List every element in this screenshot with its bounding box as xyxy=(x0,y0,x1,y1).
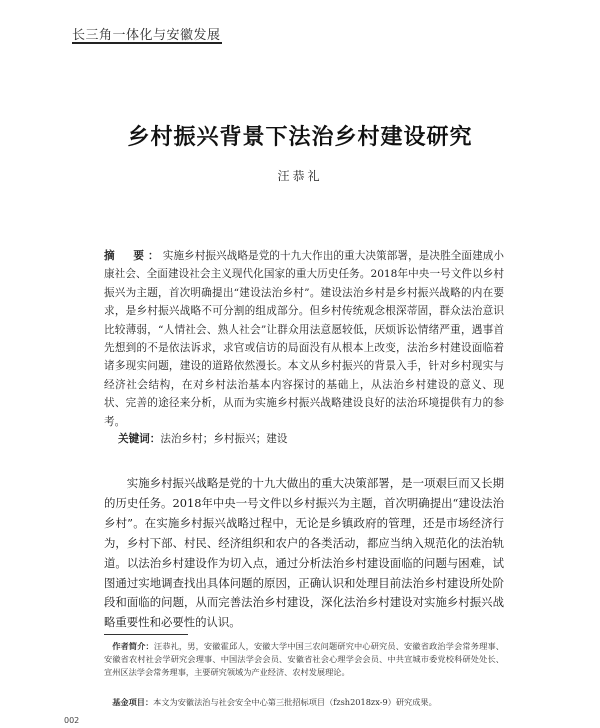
abstract xyxy=(104,247,504,431)
page-number: 002 xyxy=(64,716,80,725)
keywords-label: 关键词： xyxy=(118,433,161,445)
footnote-author-text: 汪恭礼，男，安徽霍邱人，安徽大学中国三农问题研究中心研究员、安徽省政治学会常务理事、安徽省农村社会学研究会理事、中国法学会会员、安徽省社会心理学会会员、中共宣城市委党校科研处处长、宣州区法学会常务理事，主要研究领域为产业经济、农村发展理论。 xyxy=(104,641,504,677)
keywords-text: 法治乡村；乡村振兴；建设 xyxy=(160,433,288,445)
footnote-fund-text: 本文为安徽法治与社会安全中心第三批招标项目（fzsh2018zx-9）研究成果。 xyxy=(153,697,437,707)
footnote-author-label: 作者简介： xyxy=(112,641,154,651)
running-head-rule xyxy=(72,42,222,44)
footnote-rule xyxy=(104,634,188,635)
keywords xyxy=(118,431,498,447)
footnote-author xyxy=(104,640,504,679)
abstract-label: 摘 要： xyxy=(104,250,163,262)
article-author: 汪恭礼 xyxy=(277,169,323,183)
abstract-text: 实施乡村振兴战略是党的十九大作出的重大决策部署，是决胜全面建成小康社会、全面建设社会主义现代化国家的重大历史任务。2018年中央一号文件以乡村振兴为主题，首次明确提出“建设法治乡村”。建设法治乡村是乡村振兴战略的内在要求，是乡村振兴战略不可分割的组成部分。但乡村传统观念根深蒂固，群众法治意识比较薄弱，“人情社会、熟人社会”让群众用法意愿较低，厌烦诉讼情绪严重，遇事首先想到的不是依法诉求，求官或信访的局面没有从根本上改变，法治乡村建设面临着诸多现实问题，建设的道路依然漫长。本文从乡村振兴的背景入手，针对乡村现实与经济社会结构，在对乡村法治基本内容探讨的基础上，从法治乡村建设的意义、现状、完善的途径来分析，从而为实施乡村振兴战略建设良好的法治环境提供有力的参考。 xyxy=(104,250,505,428)
footnote-fund-label: 基金项目： xyxy=(112,697,154,707)
running-head: 长三角一体化与安徽发展 xyxy=(72,28,221,43)
body-paragraph: 实施乡村振兴战略是党的十九大做出的重大决策部署，是一项艰巨而又长期的历史任务。2018年中央一号文件以乡村振兴为主题，首次明确提出“建设法治乡村”。在实施乡村振兴战略过程中，无论是乡镇政府的管理，还是市场经济行为，乡村下部、村民、经济组织和农户的各类活动，都应当纳入规范化的法治轨道。以法治乡村建设作为切入点，通过分析法治乡村建设面临的问题与困难，试图通过实地调查找出具体问题的原因，正确认识和处理目前法治乡村建设所处阶段和面临的问题，从而完善法治乡村建设，深化法治乡村建设对实施乡村振兴战略重要性和必要性的认识。 xyxy=(104,476,504,630)
footnote-fund xyxy=(104,696,504,709)
article-title: 乡村振兴背景下法治乡村建设研究 xyxy=(127,125,473,150)
